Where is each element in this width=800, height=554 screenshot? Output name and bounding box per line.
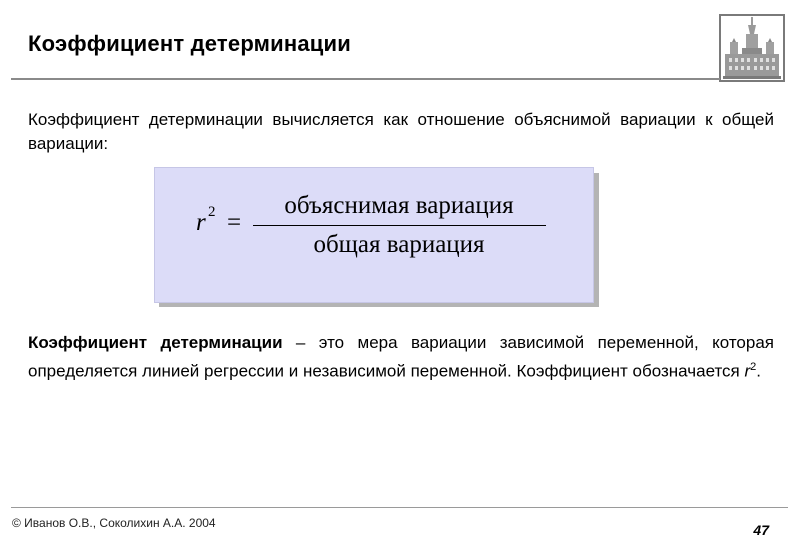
definition-symbol-exponent: 2 — [750, 361, 757, 373]
formula-equals-sign: = — [227, 209, 242, 236]
definition-end: . — [756, 361, 762, 381]
intro-paragraph: Коэффициент детерминации вычисляется как отношение объяснимой вариации к общей вариации: — [28, 110, 774, 153]
definition-symbol: r — [744, 361, 751, 381]
copyright-text: © Иванов О.В., Соколихин А.А. 2004 — [12, 516, 216, 530]
formula-box — [154, 167, 594, 303]
definition-term: Коэффициент детерминации — [28, 333, 283, 352]
formula-denominator: общая вариация — [313, 231, 485, 258]
footer-divider — [11, 507, 788, 508]
definition-paragraph — [28, 331, 774, 384]
page-number: 47 — [753, 522, 769, 538]
formula — [155, 168, 593, 302]
definition-text: – это мера вариации зависимой переменной, которая определяется линией регрессии и независимой переменной. Коэффициент обозначается — [28, 333, 774, 381]
university-building-icon — [719, 14, 785, 82]
formula-numerator: объяснимая вариация — [284, 192, 514, 219]
formula-lhs-exponent: 2 — [208, 204, 216, 220]
fraction-bar — [253, 225, 546, 226]
slide-title: Коэффициент детерминации — [28, 31, 351, 56]
formula-lhs-variable: r — [196, 209, 206, 236]
title-divider — [11, 78, 720, 80]
